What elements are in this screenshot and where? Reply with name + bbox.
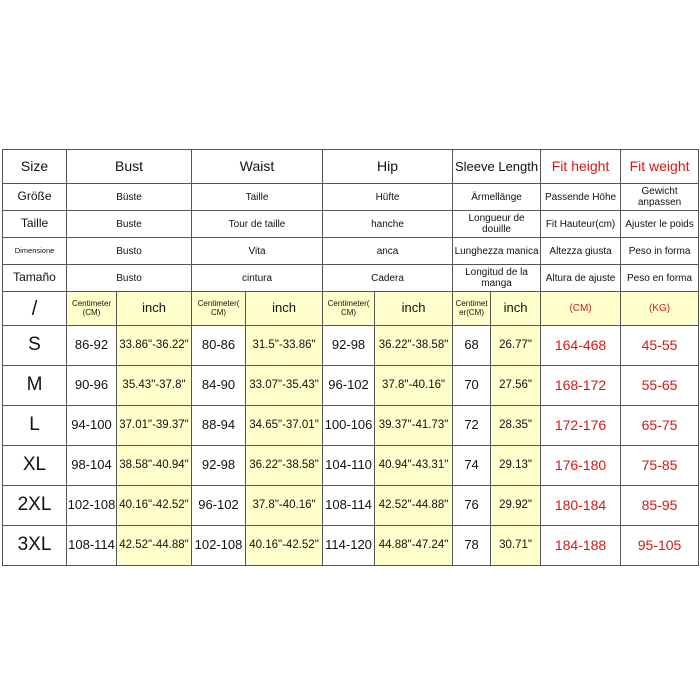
sleeve-cm: 74 — [453, 446, 491, 486]
fit-weight: 55-65 — [621, 366, 699, 406]
lang-hip: hanche — [323, 211, 453, 238]
lang-label: Größe — [3, 184, 67, 211]
sleeve-inch: 30.71" — [491, 526, 541, 566]
size-label: 3XL — [3, 526, 67, 566]
hip-inch: 36.22"-38.58" — [375, 326, 453, 366]
waist-cm: 102-108 — [192, 526, 246, 566]
hip-inch: 42.52"-44.88" — [375, 486, 453, 526]
fit-height: 184-188 — [541, 526, 621, 566]
fit-weight: 45-55 — [621, 326, 699, 366]
unit-height: (CM) — [541, 292, 621, 326]
waist-inch: 33.07"-35.43" — [246, 366, 323, 406]
lang-sleeve: Longueur de douille — [453, 211, 541, 238]
size-row-2xl — [3, 486, 699, 526]
lang-label: Taille — [3, 211, 67, 238]
lang-sleeve: Longitud de la manga — [453, 265, 541, 292]
lang-hip: Hüfte — [323, 184, 453, 211]
size-row-3xl — [3, 526, 699, 566]
bust-inch: 38.58"-40.94" — [117, 446, 192, 486]
unit-waist-inch: inch — [246, 292, 323, 326]
fit-height: 164-468 — [541, 326, 621, 366]
unit-hip-inch: inch — [375, 292, 453, 326]
bust-cm: 102-108 — [67, 486, 117, 526]
unit-sleeve-inch: inch — [491, 292, 541, 326]
sleeve-cm: 72 — [453, 406, 491, 446]
lang-waist: cintura — [192, 265, 323, 292]
sleeve-inch: 27.56" — [491, 366, 541, 406]
bust-inch: 33.86"-36.22" — [117, 326, 192, 366]
header-row — [3, 150, 699, 184]
lang-hip: Cadera — [323, 265, 453, 292]
hip-inch: 39.37"-41.73" — [375, 406, 453, 446]
fit-height: 168-172 — [541, 366, 621, 406]
size-row-l — [3, 406, 699, 446]
size-row-s — [3, 326, 699, 366]
size-chart-table — [2, 149, 699, 566]
waist-inch: 40.16"-42.52" — [246, 526, 323, 566]
fit-height: 176-180 — [541, 446, 621, 486]
lang-bust: Büste — [67, 184, 192, 211]
lang-label: Tamaño — [3, 265, 67, 292]
language-row-spanish — [3, 265, 699, 292]
waist-inch: 31.5"-33.86" — [246, 326, 323, 366]
header-waist: Waist — [192, 150, 323, 184]
hip-inch: 44.88"-47.24" — [375, 526, 453, 566]
lang-waist: Tour de taille — [192, 211, 323, 238]
lang-waist: Vita — [192, 238, 323, 265]
waist-cm: 88-94 — [192, 406, 246, 446]
hip-cm: 92-98 — [323, 326, 375, 366]
bust-cm: 86-92 — [67, 326, 117, 366]
fit-weight: 85-95 — [621, 486, 699, 526]
lang-fit-weight: Peso en forma — [621, 265, 699, 292]
hip-cm: 96-102 — [323, 366, 375, 406]
waist-inch: 36.22"-38.58" — [246, 446, 323, 486]
lang-fit-height: Altezza giusta — [541, 238, 621, 265]
header-fit-weight: Fit weight — [621, 150, 699, 184]
hip-inch: 40.94"-43.31" — [375, 446, 453, 486]
sleeve-inch: 29.92" — [491, 486, 541, 526]
hip-cm: 108-114 — [323, 486, 375, 526]
waist-inch: 34.65"-37.01" — [246, 406, 323, 446]
bust-inch: 35.43"-37.8" — [117, 366, 192, 406]
bust-cm: 90-96 — [67, 366, 117, 406]
bust-inch: 40.16"-42.52" — [117, 486, 192, 526]
sleeve-inch: 26.77" — [491, 326, 541, 366]
bust-cm: 98-104 — [67, 446, 117, 486]
unit-sleeve-cm: Centimet er(CM) — [453, 292, 491, 326]
header-bust: Bust — [67, 150, 192, 184]
size-label: S — [3, 326, 67, 366]
lang-bust: Busto — [67, 265, 192, 292]
lang-sleeve: Lunghezza manica — [453, 238, 541, 265]
lang-bust: Busto — [67, 238, 192, 265]
size-label: L — [3, 406, 67, 446]
lang-bust: Buste — [67, 211, 192, 238]
hip-cm: 114-120 — [323, 526, 375, 566]
fit-height: 172-176 — [541, 406, 621, 446]
lang-waist: Taille — [192, 184, 323, 211]
lang-fit-height: Passende Höhe — [541, 184, 621, 211]
language-row-italian — [3, 238, 699, 265]
unit-row — [3, 292, 699, 326]
lang-label: Dimensione — [3, 238, 67, 265]
bust-cm: 108-114 — [67, 526, 117, 566]
hip-inch: 37.8"-40.16" — [375, 366, 453, 406]
lang-fit-weight: Ajuster le poids — [621, 211, 699, 238]
size-label: 2XL — [3, 486, 67, 526]
bust-inch: 42.52"-44.88" — [117, 526, 192, 566]
lang-hip: anca — [323, 238, 453, 265]
language-row-german — [3, 184, 699, 211]
fit-height: 180-184 — [541, 486, 621, 526]
lang-fit-weight: Gewicht anpassen — [621, 184, 699, 211]
size-label: M — [3, 366, 67, 406]
header-fit-height: Fit height — [541, 150, 621, 184]
lang-fit-weight: Peso in forma — [621, 238, 699, 265]
waist-cm: 80-86 — [192, 326, 246, 366]
bust-inch: 37.01"-39.37" — [117, 406, 192, 446]
unit-hip-cm: Centimeter( CM) — [323, 292, 375, 326]
unit-weight: (KG) — [621, 292, 699, 326]
sleeve-cm: 78 — [453, 526, 491, 566]
unit-waist-cm: Centimeter( CM) — [192, 292, 246, 326]
sleeve-inch: 28.35" — [491, 406, 541, 446]
sleeve-cm: 68 — [453, 326, 491, 366]
unit-slash: / — [3, 292, 67, 326]
size-label: XL — [3, 446, 67, 486]
waist-cm: 96-102 — [192, 486, 246, 526]
sleeve-cm: 76 — [453, 486, 491, 526]
header-hip: Hip — [323, 150, 453, 184]
waist-inch: 37.8"-40.16" — [246, 486, 323, 526]
header-size: Size — [3, 150, 67, 184]
waist-cm: 92-98 — [192, 446, 246, 486]
header-sleeve: Sleeve Length — [453, 150, 541, 184]
unit-bust-inch: inch — [117, 292, 192, 326]
unit-bust-cm: Centimeter (CM) — [67, 292, 117, 326]
size-row-m — [3, 366, 699, 406]
sleeve-cm: 70 — [453, 366, 491, 406]
hip-cm: 100-106 — [323, 406, 375, 446]
hip-cm: 104-110 — [323, 446, 375, 486]
waist-cm: 84-90 — [192, 366, 246, 406]
size-row-xl — [3, 446, 699, 486]
fit-weight: 95-105 — [621, 526, 699, 566]
lang-sleeve: Ärmellänge — [453, 184, 541, 211]
bust-cm: 94-100 — [67, 406, 117, 446]
sleeve-inch: 29.13" — [491, 446, 541, 486]
lang-fit-height: Fit Hauteur(cm) — [541, 211, 621, 238]
lang-fit-height: Altura de ajuste — [541, 265, 621, 292]
fit-weight: 75-85 — [621, 446, 699, 486]
fit-weight: 65-75 — [621, 406, 699, 446]
language-row-french — [3, 211, 699, 238]
